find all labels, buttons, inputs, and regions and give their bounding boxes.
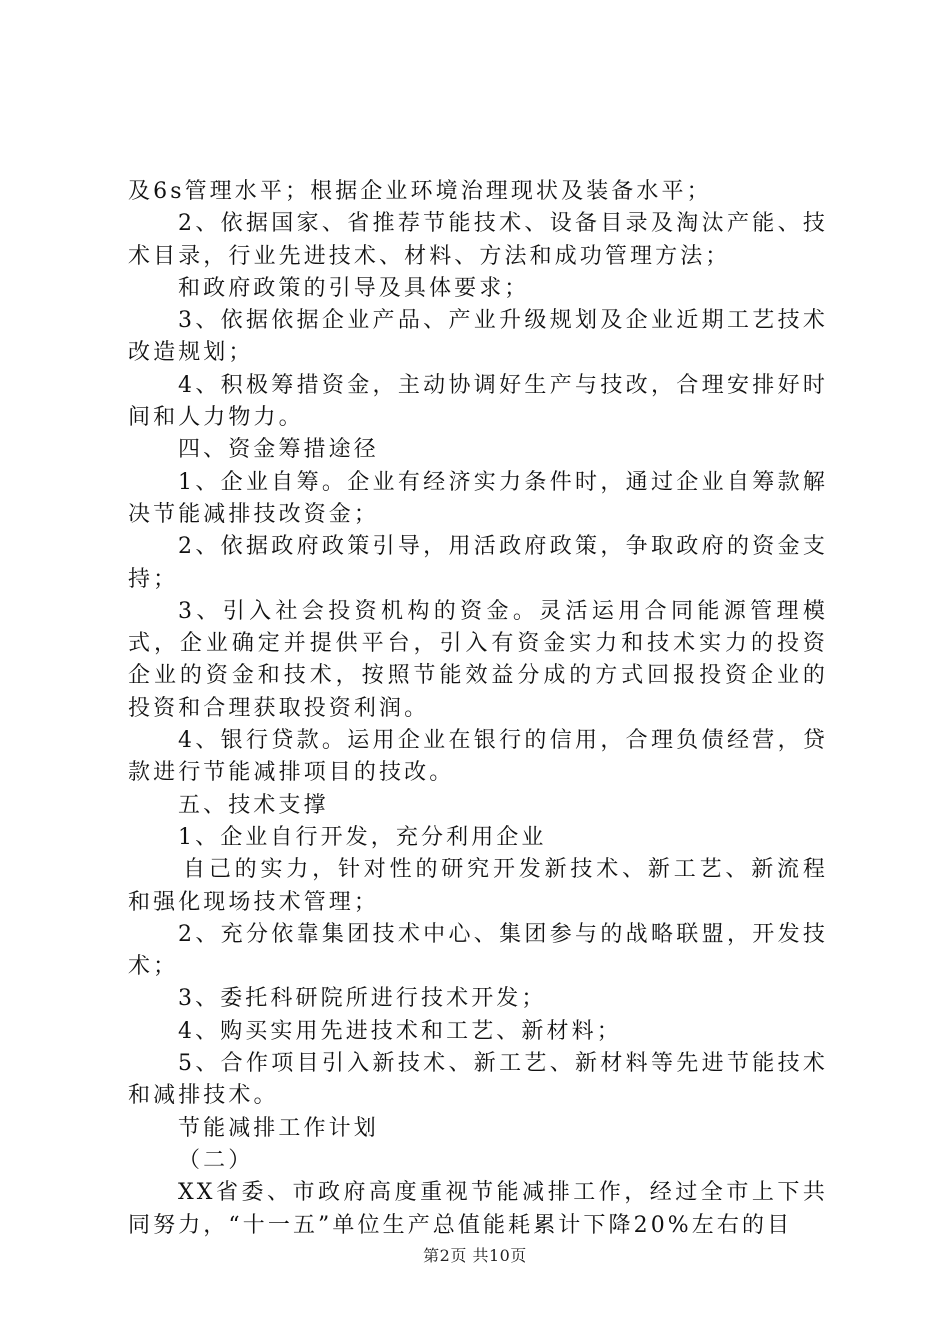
section-heading: 四、资金筹措途径 bbox=[178, 437, 379, 463]
paragraph: 2、依据国家、省推荐节能技术、设备目录及淘汰产能、技术目录，行业先进技术、材料、方法和成功管理方法； bbox=[128, 211, 828, 269]
paragraph: 自己的实力，针对性的研究开发新技术、新工艺、新流程和强化现场技术管理； bbox=[128, 857, 828, 915]
paragraph: 3、依据依据企业产品、产业升级规划及企业近期工艺技术改造规划； bbox=[128, 308, 828, 366]
paragraph: 4、积极筹措资金，主动协调好生产与技改，合理安排好时间和人力物力。 bbox=[128, 372, 828, 431]
paragraph: 1、企业自行开发，充分利用企业 bbox=[178, 824, 547, 850]
paragraph: 5、合作项目引入新技术、新工艺、新材料等先进节能技术和减排技术。 bbox=[128, 1051, 828, 1109]
section-title: 节能减排工作计划 bbox=[178, 1115, 379, 1141]
paragraph: 2、充分依靠集团技术中心、集团参与的战略联盟，开发技术； bbox=[128, 921, 828, 980]
paragraph: 1、企业自筹。企业有经济实力条件时，通过企业自筹款解决节能减排技改资金； bbox=[128, 469, 828, 527]
section-number: （二） bbox=[178, 1147, 254, 1173]
paragraph: XX省委、市政府高度重视节能减排工作，经过全市上下共同努力，“十一五”单位生产总值能耗累计下降20%左右的目 bbox=[128, 1180, 828, 1238]
paragraph: 和政府政策的引导及具体要求； bbox=[178, 275, 530, 301]
paragraph: 4、银行贷款。运用企业在银行的信用，合理负债经营，贷款进行节能减排项目的技改。 bbox=[128, 728, 828, 786]
paragraph: 及6s管理水平；根据企业环境治理现状及装备水平； bbox=[128, 179, 712, 204]
paragraph: 3、引入社会投资机构的资金。灵活运用合同能源管理模式，企业确定并提供平台，引入有资金实力和技术实力的投资企业的资金和技术，按照节能效益分成的方式回报投资企业的投资和合理获取投资利润。 bbox=[128, 598, 828, 721]
paragraph: 3、委托科研院所进行技术开发； bbox=[178, 986, 547, 1012]
paragraph: 4、购买实用先进技术和工艺、新材料； bbox=[178, 1018, 622, 1044]
section-heading: 五、技术支撑 bbox=[178, 792, 329, 818]
paragraph: 2、依据政府政策引导，用活政府政策，争取政府的资金支持； bbox=[128, 534, 828, 592]
document-body bbox=[128, 176, 828, 1242]
page-footer: 第2页 共10页 bbox=[423, 1246, 527, 1265]
